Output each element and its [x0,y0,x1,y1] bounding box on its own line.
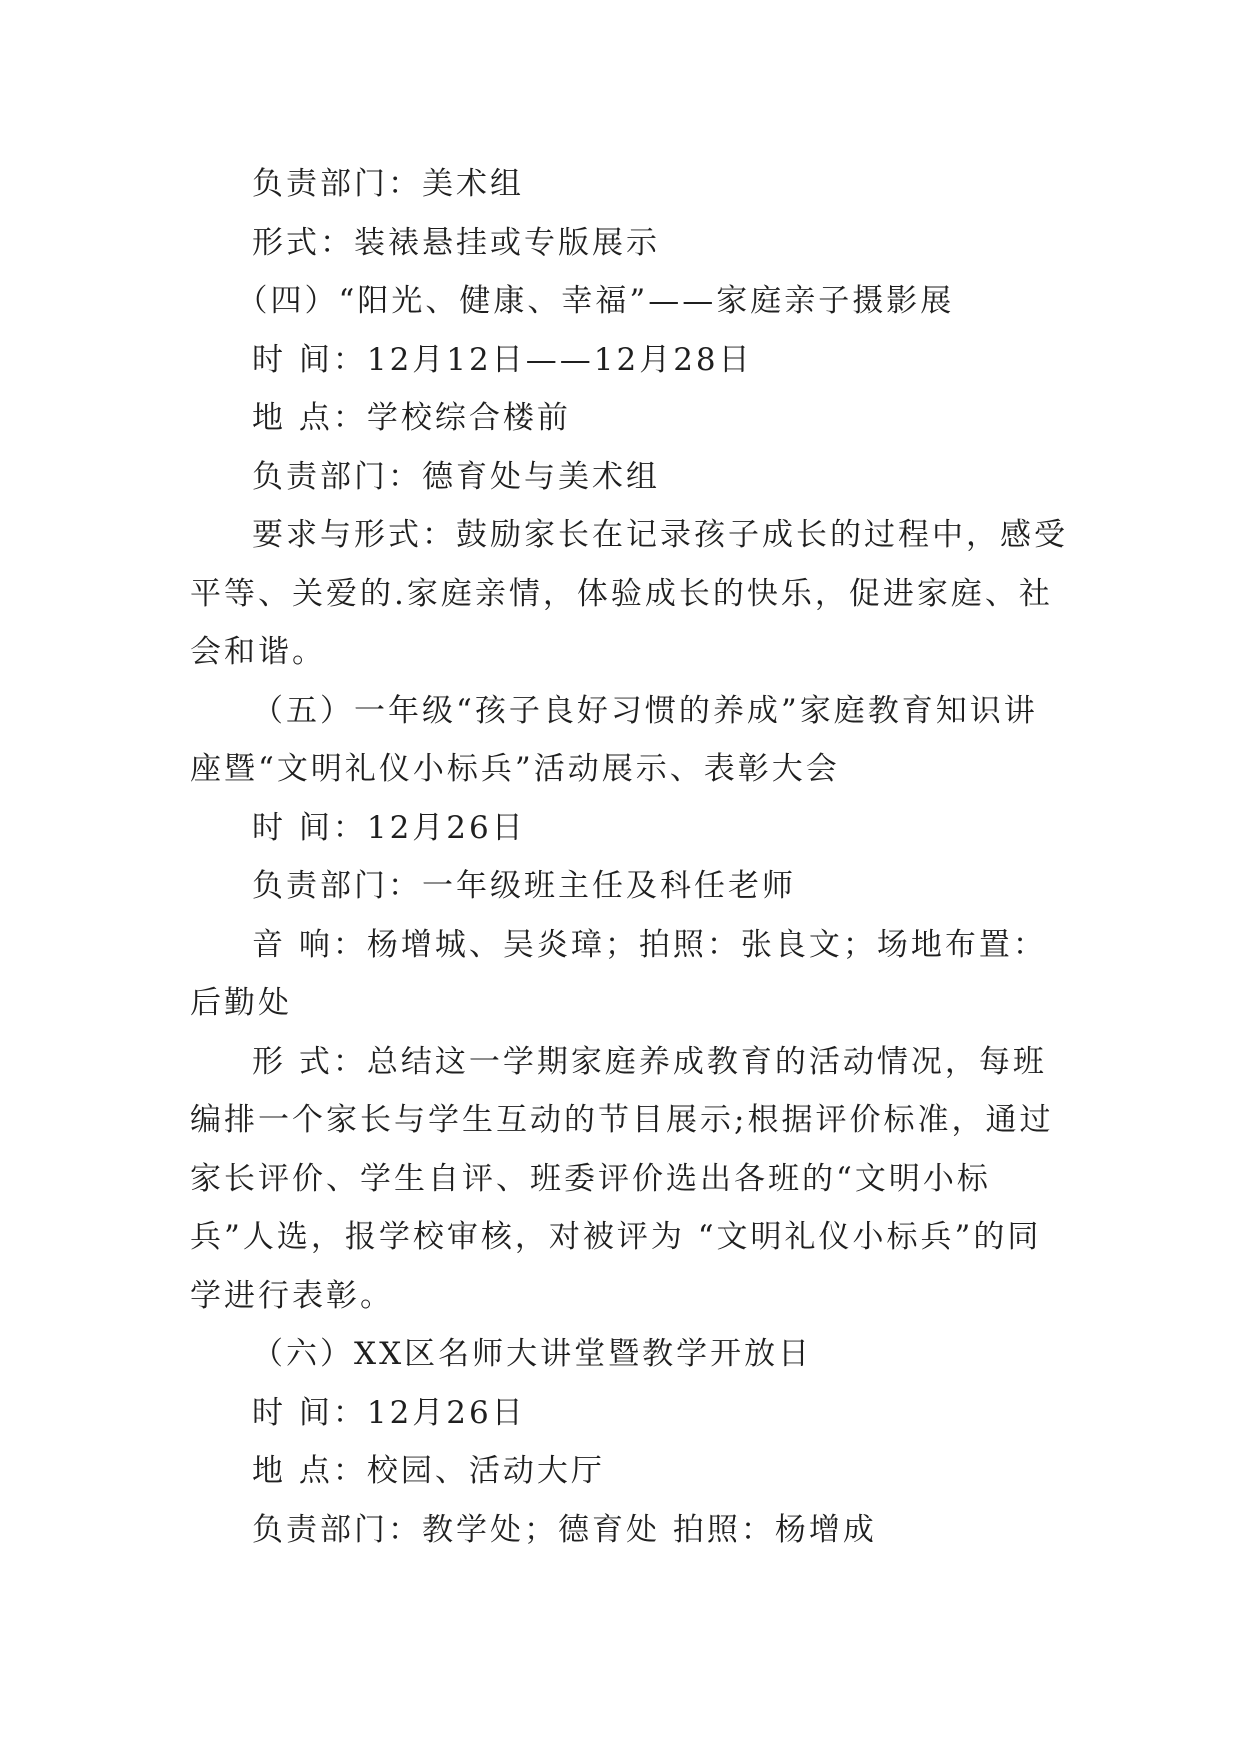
paragraph: 音 响：杨增城、吴炎璋；拍照：张良文；场地布置：后勤处 [190,926,1047,1021]
section-heading: （四）“阳光、健康、幸福”——家庭亲子摄影展 [236,283,955,319]
paragraph: 负责部门：教学处；德育处 拍照：杨增成 [252,1511,877,1548]
document-body [190,155,1070,1559]
paragraph: 负责部门：美术组 [252,166,524,202]
paragraph: 负责部门：德育处与美术组 [252,458,660,495]
paragraph: 形式：装裱悬挂或专版展示 [252,224,660,261]
paragraph: 地 点：校园、活动大厅 [252,1453,605,1489]
paragraph: 时 间：12月12日——12月28日 [252,341,753,378]
section-heading: （五）一年级“孩子良好习惯的养成”家庭教育知识讲座暨“文明礼仪小标兵”活动展示、表彰大会 [190,692,1038,787]
paragraph: 地 点：学校综合楼前 [252,400,571,436]
paragraph: 形 式：总结这一学期家庭养成教育的活动情况，每班编排一个家长与学生互动的节目展示;根据评价标准，通过家长评价、学生自评、班委评价选出各班的“文明小标兵”人选，报学校审核，对被评为 “文明礼仪小标兵”的同学进行表彰。 [190,1043,1054,1314]
section-heading: （六）XX区名师大讲堂暨教学开放日 [252,1336,813,1372]
paragraph: 时 间：12月26日 [252,1394,526,1431]
paragraph: 负责部门：一年级班主任及科任老师 [252,868,796,904]
paragraph: 要求与形式：鼓励家长在记录孩子成长的过程中，感受平等、关爱的.家庭亲情，体验成长的快乐，促进家庭、社会和谐。 [190,517,1068,670]
paragraph: 时 间：12月26日 [252,809,526,846]
